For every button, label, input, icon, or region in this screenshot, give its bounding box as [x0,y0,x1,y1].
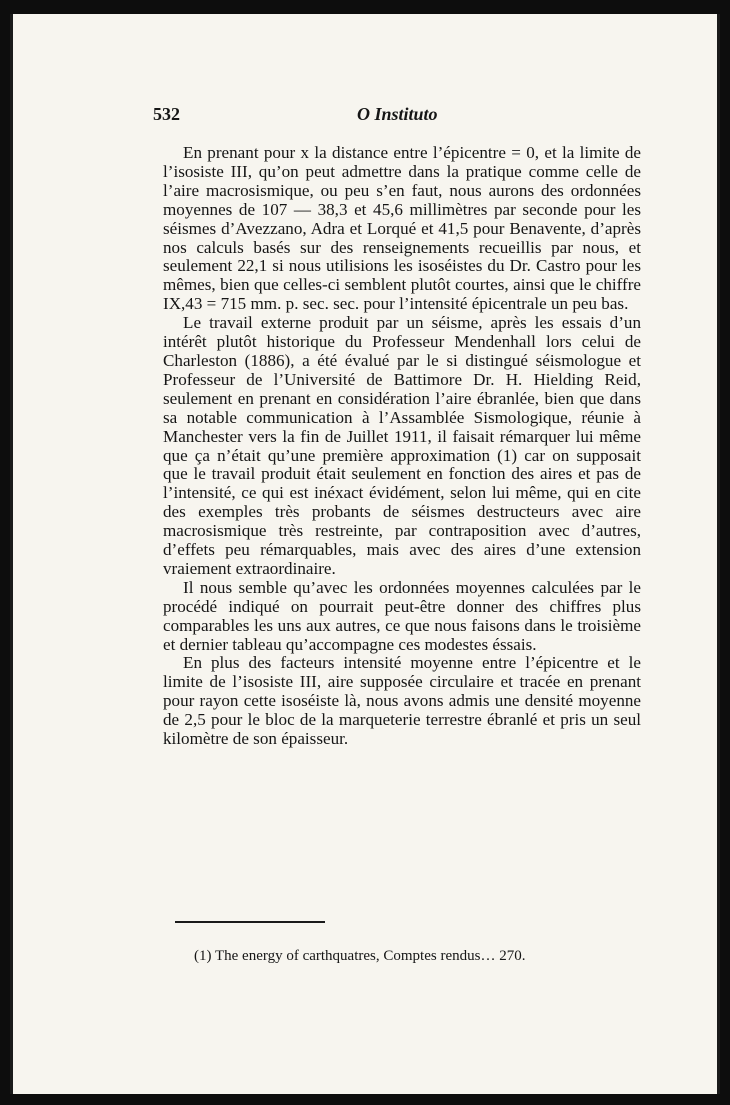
footnote: (1) The energy of carthquatres, Comptes rendus… 270. [194,948,526,964]
page-content [153,104,641,749]
page-number: 532 [153,104,180,124]
paragraph-2: Le travail externe produit par un séisme, après les essais d’un intérêt plutôt historique du Professeur Mendenhall lors celui de Charleston (1886), a été évalué par le si distingué séismologue et Professeur de l’Université de Battimore Dr. H. Hielding Reid, seulement en prenant en considération l’aire ébranlée, bien que dans sa notable communication à l’Assamblée Sismologique, réunie à Manchester vers la fin de Juillet 1911, il faisait rémarquer lui même que ça n’était qu’une première approximation (1) car on supposait que le travail produit était seulement en fonction des aires et pas de l’intensité, ce qui est inéxact évidément, selon lui même, qui en cite des exemples très probants de séismes destructeurs avec aire macrosismique très restreinte, par contraposition avec d’autres, d’effets peu rémarquables, mais avec des aires d’une extension vraiement extraordinaire. [163,313,641,578]
paragraph-4: En plus des facteurs intensité moyenne entre l’épicentre et le limite de l’isosiste III, aire supposée circulaire et tracée en prenant pour rayon cette isoséiste là, nous avons admis une densité moyenne de 2,5 pour le bloc de la marqueterie terrestre ébranlé et pris un seul kilomètre de son épaisseur. [163,653,641,749]
header-title: O Instituto [357,104,438,124]
footnote-rule [175,921,325,923]
body-text [163,144,641,749]
running-head [153,104,641,126]
paragraph-3: Il nous semble qu’avec les ordonnées moyennes calculées par le procédé indiqué on pourrait peut-être donner des chiffres plus comparables les uns aux autres, ce que nous faisons dans le troisième et dernier tableau qu’accompagne ces modestes éssais. [163,577,641,654]
page [10,14,720,1094]
paragraph-1: En prenant pour x la distance entre l’épicentre = 0, et la limite de l’isosiste III, qu’on peut admettre dans la pratique comme celle de l’aire macrosismique, ou peu s’en faut, nous aurons des ordonnées moyennes de 107 — 38,3 et 45,6 millimètres par seconde pour les séismes d’Avezzano, Adra et Lorqué et 41,5 pour Benavente, d’après nos calculs basés sur des renseignements recueillis par nous, et seulement 22,1 si nous utilisions les isoséistes du Dr. Castro pour les mêmes, bien que celles-ci semblent plutôt courtes, ainsi que le chiffre IX,43 = 715 mm. p. sec. sec. pour l’intensité épicentrale un peu bas. [163,143,641,314]
